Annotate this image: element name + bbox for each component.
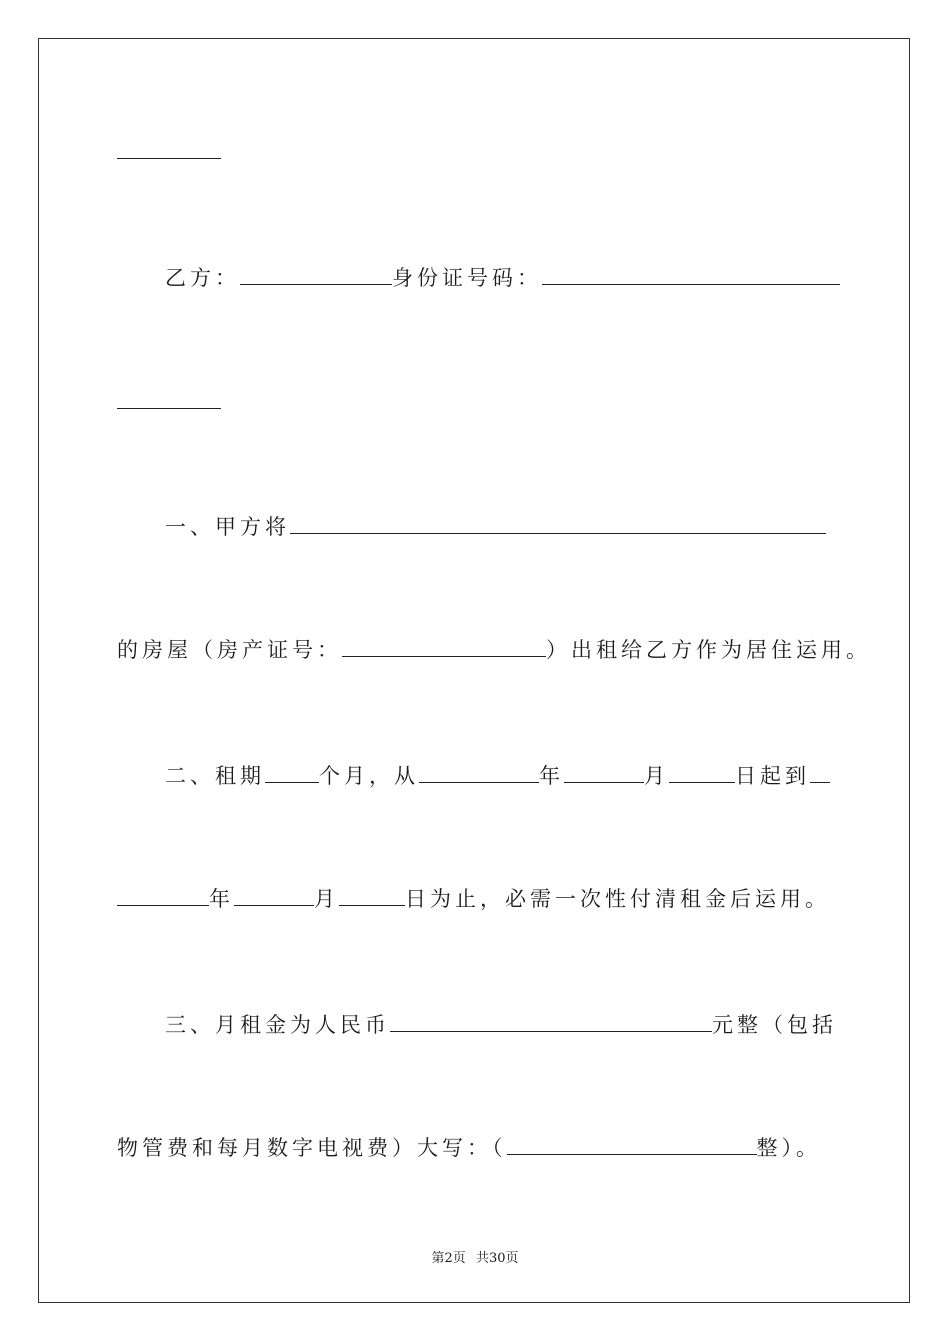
page-current: 第2页 <box>431 1251 466 1266</box>
fill-blank[interactable] <box>117 386 221 409</box>
clause-3-text-b: 元整（包括 <box>712 1013 837 1037</box>
end-year-blank-start[interactable] <box>810 760 830 783</box>
clause-2-text-a: 二、租期 <box>165 764 265 788</box>
clause-3-line-2 <box>117 1132 837 1162</box>
clause-3-line-1 <box>165 1009 837 1039</box>
page-total: 共30页 <box>475 1251 519 1266</box>
month-label: 月 <box>644 764 669 788</box>
clause-1-text-a: 的房屋（房产证号： <box>117 638 342 662</box>
blank-line-2 <box>117 386 837 416</box>
start-year-blank[interactable] <box>419 760 539 783</box>
end-month-blank[interactable] <box>234 883 314 906</box>
end-day-blank[interactable] <box>339 883 405 906</box>
property-cert-blank[interactable] <box>342 634 546 657</box>
year-label: 年 <box>539 764 564 788</box>
party-b-line <box>165 262 837 292</box>
start-month-blank[interactable] <box>564 760 644 783</box>
clause-2-text-b: 个月，从 <box>319 764 419 788</box>
page-border <box>38 38 910 1303</box>
rent-amount-blank[interactable] <box>390 1009 712 1032</box>
months-blank[interactable] <box>265 760 319 783</box>
party-b-label: 乙方： <box>165 266 240 290</box>
page-footer <box>0 1247 950 1266</box>
blank-line-top <box>117 136 837 166</box>
clause-1-text-b: ）出租给乙方作为居住运用。 <box>546 638 871 662</box>
rent-uppercase-blank[interactable] <box>507 1132 757 1155</box>
party-b-name-blank[interactable] <box>240 262 392 285</box>
clause-2-line-2 <box>117 883 837 913</box>
month-label: 月 <box>314 887 339 911</box>
id-number-blank[interactable] <box>542 262 840 285</box>
clause-2-text-end: 日为止，必需一次性付清租金后运用。 <box>405 887 830 911</box>
clause-2-text-c: 日起到 <box>735 764 810 788</box>
year-label: 年 <box>209 887 234 911</box>
clause-1-line-2 <box>117 634 871 664</box>
id-number-label: 身份证号码： <box>392 266 542 290</box>
clause-1-line-1 <box>165 511 837 541</box>
end-year-blank[interactable] <box>117 883 209 906</box>
clause-3-text-a: 三、月租金为人民币 <box>165 1013 390 1037</box>
property-address-blank[interactable] <box>290 511 826 534</box>
start-day-blank[interactable] <box>669 760 735 783</box>
clause-1-text: 一、甲方将 <box>165 515 290 539</box>
fill-blank[interactable] <box>117 136 221 159</box>
clause-3-text-d: 整）。 <box>756 1136 821 1160</box>
clause-3-text-c: 物管费和每月数字电视费）大写：（ <box>117 1136 507 1160</box>
clause-2-line-1 <box>165 760 837 790</box>
